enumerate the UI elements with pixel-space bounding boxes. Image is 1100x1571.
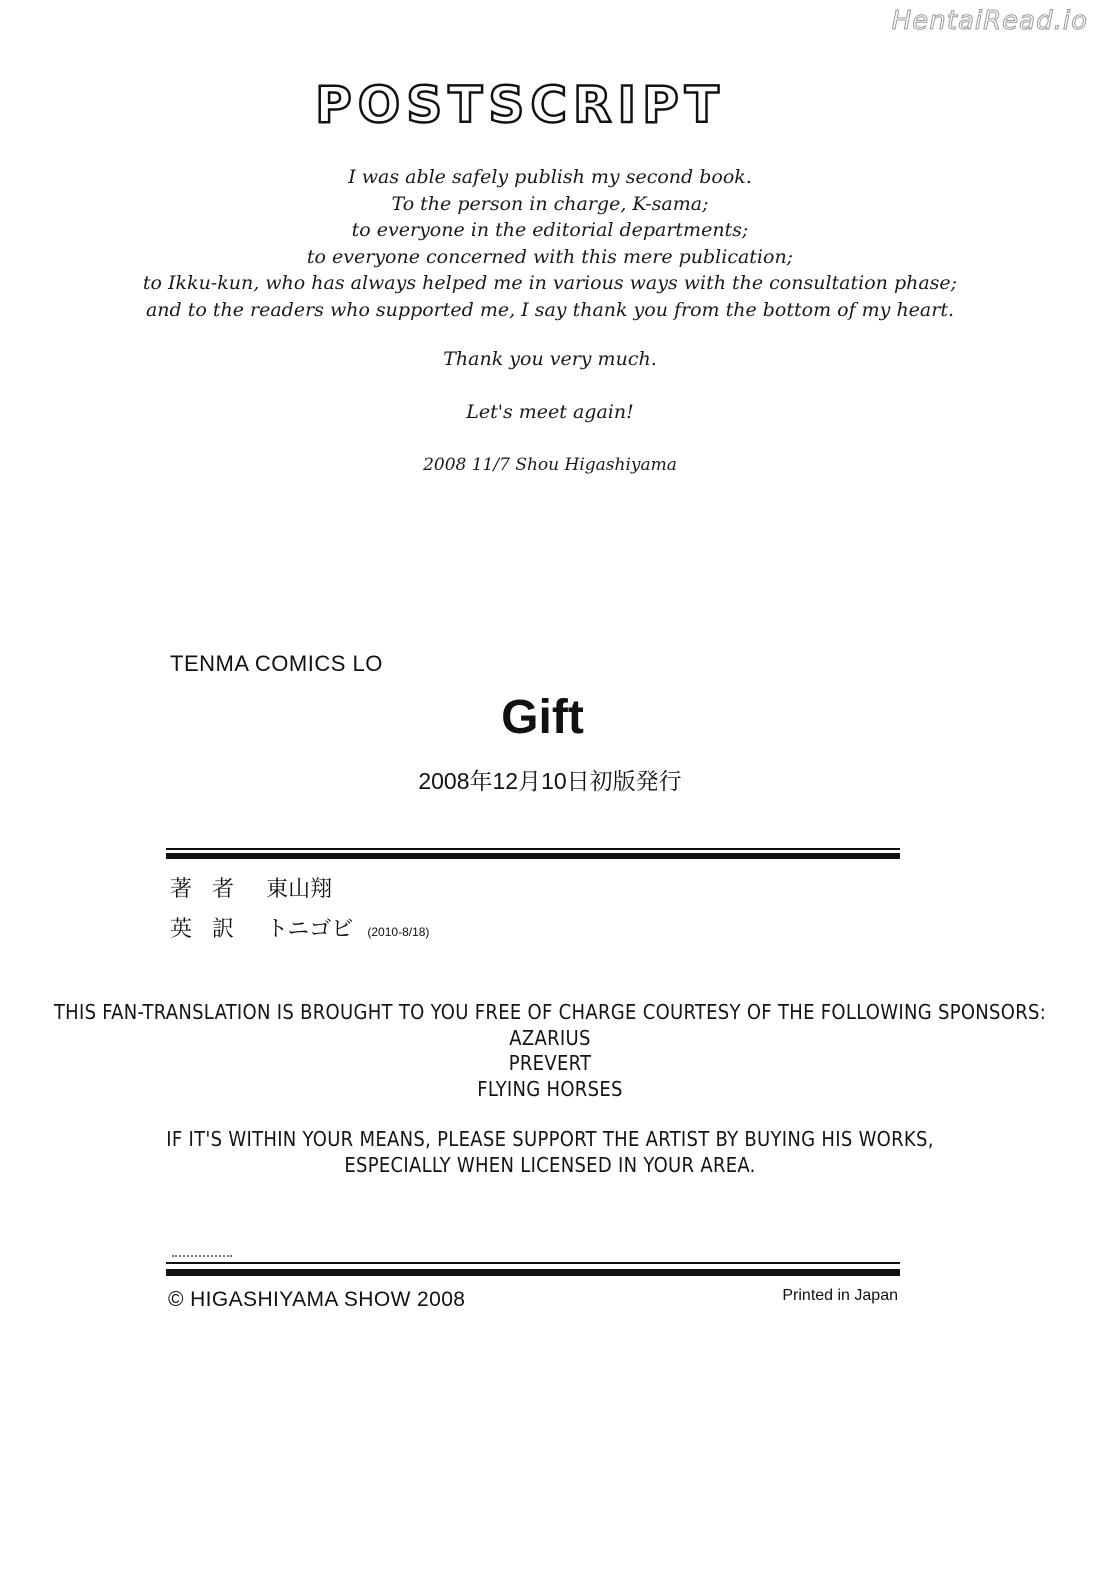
watermark-logo: HentaiRead.io <box>891 6 1088 36</box>
book-title: Gift <box>501 691 584 744</box>
closing-line: Let's meet again! <box>466 401 634 423</box>
support-line: IF IT'S WITHIN YOUR MEANS, PLEASE SUPPORT THE ARTIST BY BUYING HIS WORKS, <box>166 1127 934 1151</box>
translation-credit <box>170 912 429 943</box>
signoff-line: 2008 11/7 Shou Higashiyama <box>423 455 677 475</box>
translation-label: 英訳 <box>170 916 255 941</box>
letter-line: I was able safely publish my second book. <box>348 166 752 188</box>
sponsor-name: AZARIUS <box>509 1025 591 1050</box>
imprint-label: TENMA COMICS LO <box>170 651 383 676</box>
support-artist-note <box>0 1127 1100 1178</box>
footer-rule-thick <box>166 1269 900 1276</box>
author-credit <box>170 872 332 903</box>
postscript-title: POSTSCRIPT <box>315 76 725 134</box>
postscript-letter <box>120 164 980 323</box>
sponsor-notice <box>0 1000 1100 1102</box>
sponsor-name: FLYING HORSES <box>477 1076 623 1101</box>
author-label: 著者 <box>170 876 255 901</box>
support-line: ESPECIALLY WHEN LICENSED IN YOUR AREA. <box>344 1152 756 1177</box>
sponsor-name: PREVERT <box>508 1051 592 1075</box>
letter-line: to everyone concerned with this mere publication; <box>306 245 794 268</box>
letter-line: and to the readers who supported me, I say thank you from the bottom of my heart. <box>145 298 955 321</box>
footer-rule-thin <box>166 1262 900 1264</box>
letter-line: To the person in charge, K-sama; <box>391 192 709 215</box>
thanks-line: Thank you very much. <box>443 348 657 370</box>
sponsor-intro-line: THIS FAN-TRANSLATION IS BROUGHT TO YOU FREE OF CHARGE COURTESY OF THE FOLLOWING SPONSORS: <box>53 1000 1047 1024</box>
letter-line: to Ikku-kun, who has always helped me in various ways with the consultation phase; <box>142 272 958 294</box>
translation-date: (2010-8/18) <box>367 925 430 939</box>
faint-rule <box>172 1255 232 1259</box>
publication-date: 2008年12月10日初版発行 <box>418 768 682 794</box>
letter-line: to everyone in the editorial departments; <box>351 219 749 241</box>
author-name: 東山翔 <box>266 876 333 901</box>
printed-in-label: Printed in Japan <box>782 1287 898 1304</box>
colophon-rule-thick <box>166 853 900 859</box>
copyright-notice: © HIGASHIYAMA SHOW 2008 <box>168 1288 466 1311</box>
translator-name: トニゴビ <box>266 916 354 941</box>
colophon-rule-thin <box>166 848 900 850</box>
